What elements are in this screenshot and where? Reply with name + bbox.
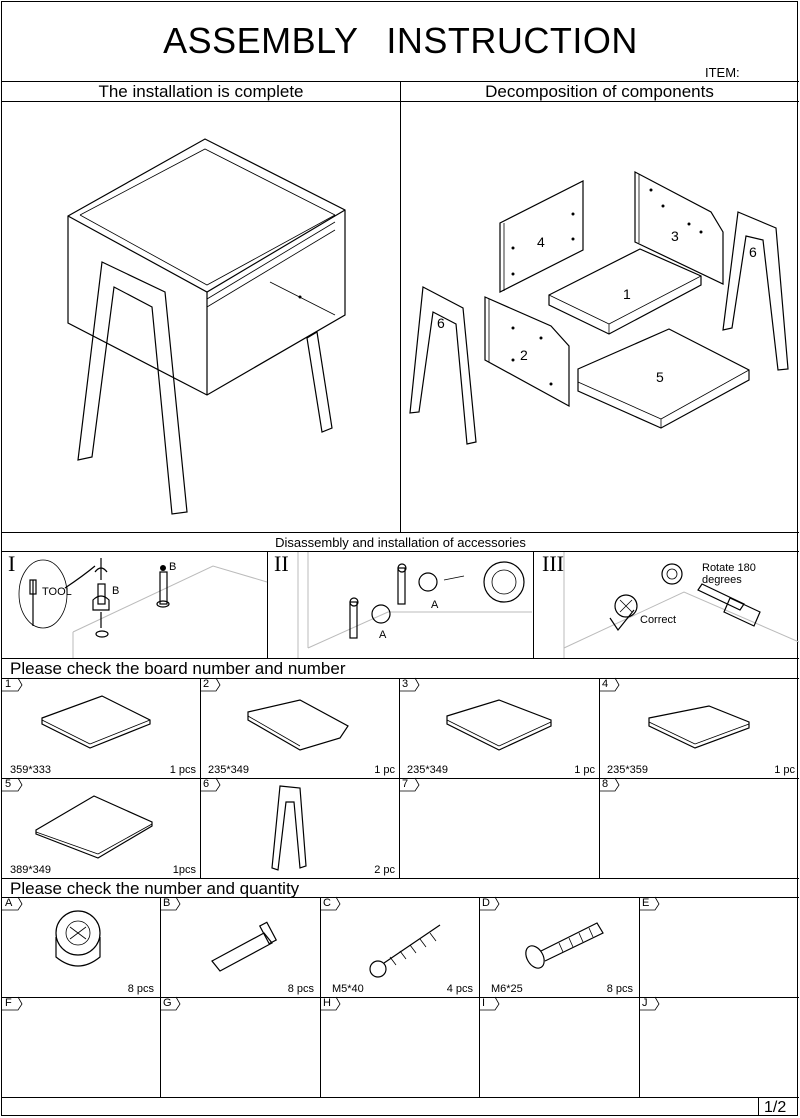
board-drawing [399, 678, 599, 778]
hardware-quantity: 4 pcs [446, 983, 473, 995]
hardware-cell [320, 997, 479, 1097]
board-drawing [200, 778, 399, 878]
component-label: 1 [623, 286, 631, 302]
assembled-nightstand-drawing [2, 102, 400, 532]
hardware-id: C [323, 897, 331, 909]
boards-title: Please check the board number and number [10, 659, 346, 678]
step-number: II [274, 551, 289, 576]
hardware-quantity: 8 pcs [606, 983, 633, 995]
board-drawing [599, 678, 799, 778]
panel-title-decomposition: Decomposition of components [485, 82, 714, 101]
board-size: 235*359 [607, 764, 648, 776]
step-number: I [8, 551, 16, 576]
hardware-drawing [160, 897, 320, 997]
board-drawing [2, 678, 200, 778]
hardware-drawing [320, 897, 479, 997]
panel-title-complete: The installation is complete [98, 82, 304, 101]
callout-b: B [112, 585, 120, 597]
hardware-id: H [323, 997, 331, 1009]
hardware-title: Please check the number and quantity [10, 879, 300, 898]
component-label: 3 [671, 228, 679, 244]
component-label: 4 [537, 234, 545, 250]
components-exploded-drawing [401, 102, 799, 532]
board-quantity: 1 pc [374, 764, 395, 776]
board-id: 1 [5, 678, 12, 690]
hardware-cell [160, 897, 320, 997]
board-quantity: 1pcs [172, 864, 196, 876]
board-id: 8 [602, 778, 609, 790]
board-cell [399, 678, 599, 778]
board-size: 235*349 [407, 764, 448, 776]
component-label: 2 [520, 347, 528, 363]
board-cell [2, 778, 200, 878]
board-quantity: 1 pc [574, 764, 595, 776]
accessories-title: Disassembly and installation of accessories [275, 535, 526, 550]
page-number: 1/2 [764, 1099, 787, 1116]
component-label: 5 [656, 369, 664, 385]
board-cell [599, 678, 799, 778]
hardware-id: D [482, 897, 490, 909]
step-two-drawing [268, 552, 532, 658]
board-quantity: 1 pc [774, 764, 795, 776]
hardware-id: F [5, 997, 12, 1009]
board-drawing [399, 778, 599, 878]
board-size: 389*349 [10, 864, 51, 876]
board-id: 2 [203, 678, 210, 690]
board-id: 5 [5, 778, 12, 790]
hardware-quantity: 8 pcs [127, 983, 154, 995]
hardware-drawing [320, 997, 479, 1097]
hardware-drawing [479, 997, 639, 1097]
callout-a: A [431, 599, 439, 611]
board-cell [599, 778, 799, 878]
board-cell [399, 778, 599, 878]
board-id: 6 [203, 778, 210, 790]
board-id: 7 [402, 778, 409, 790]
instruction-sheet [1, 1, 798, 1116]
board-cell [200, 778, 399, 878]
component-label: 6 [437, 315, 445, 331]
hardware-drawing [160, 997, 320, 1097]
tool-label: TOOL [42, 586, 72, 598]
callout-b: B [169, 561, 177, 573]
hardware-drawing [639, 897, 799, 997]
board-drawing [2, 778, 200, 878]
hardware-drawing [2, 897, 160, 997]
hardware-cell [2, 997, 160, 1097]
hardware-cell [2, 897, 160, 997]
step-number: III [542, 551, 564, 576]
hardware-id: G [163, 997, 172, 1009]
correct-note: Correct [640, 614, 677, 626]
hardware-id: E [642, 897, 650, 909]
hardware-cell [479, 897, 639, 997]
hardware-cell [479, 997, 639, 1097]
hardware-drawing [479, 897, 639, 997]
hardware-size: M6*25 [491, 983, 523, 995]
board-drawing [599, 778, 799, 878]
callout-a: A [379, 629, 387, 641]
page-title: ASSEMBLY INSTRUCTION [163, 20, 638, 61]
board-size: 235*349 [208, 764, 249, 776]
hardware-size: M5*40 [332, 983, 364, 995]
divider [2, 532, 799, 533]
item-label: ITEM: [705, 65, 740, 80]
hardware-drawing [639, 997, 799, 1097]
board-quantity: 2 pc [374, 864, 395, 876]
board-quantity: 1 pcs [169, 764, 196, 776]
hardware-drawing [2, 997, 160, 1097]
board-id: 4 [602, 678, 609, 690]
hardware-id: J [642, 997, 648, 1009]
hardware-cell [639, 997, 799, 1097]
hardware-id: A [5, 897, 13, 909]
hardware-id: I [482, 997, 486, 1009]
hardware-cell [639, 897, 799, 997]
hardware-cell [320, 897, 479, 997]
divider [2, 1097, 799, 1098]
board-id: 3 [402, 678, 409, 690]
hardware-quantity: 8 pcs [287, 983, 314, 995]
hardware-id: B [163, 897, 171, 909]
divider [758, 1097, 759, 1116]
board-drawing [200, 678, 399, 778]
board-size: 359*333 [10, 764, 51, 776]
hardware-cell [160, 997, 320, 1097]
board-cell [2, 678, 200, 778]
step-one-drawing [3, 552, 267, 658]
board-cell [200, 678, 399, 778]
rotate-note: Rotate 180 degrees [702, 562, 756, 586]
component-label: 6 [749, 244, 757, 260]
